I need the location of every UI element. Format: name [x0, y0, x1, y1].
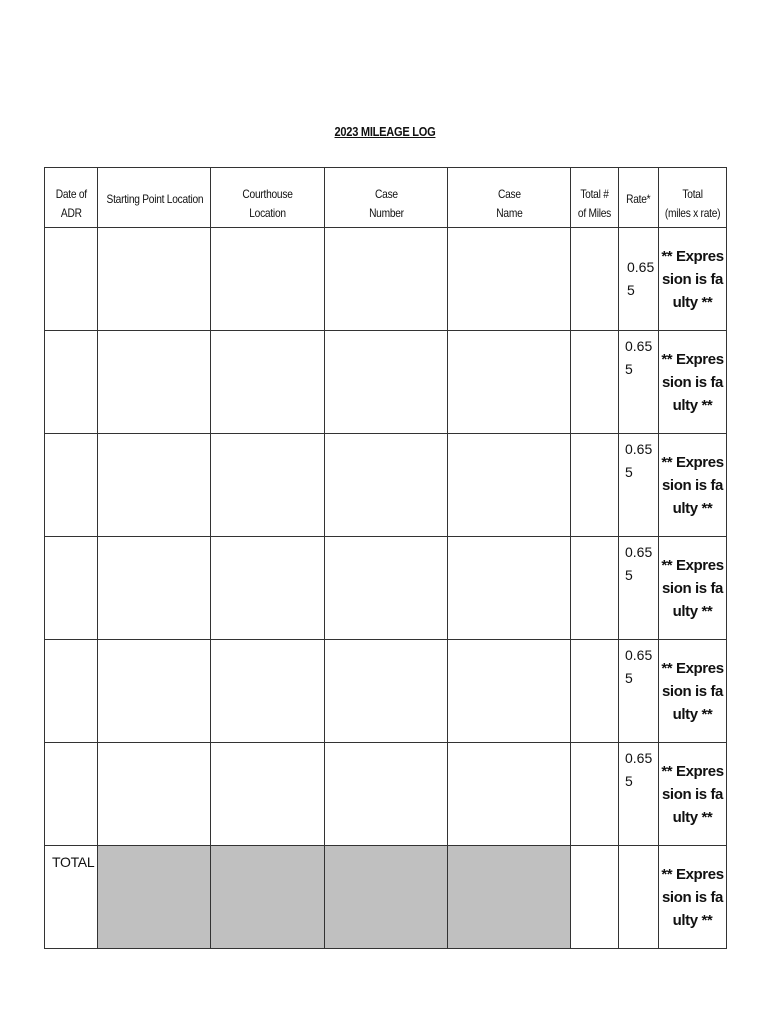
cell-case-name[interactable] [448, 228, 571, 331]
cell-date[interactable] [45, 331, 98, 434]
cell-date[interactable] [45, 743, 98, 846]
cell-rate: 0.655 [619, 640, 659, 743]
table-row [45, 228, 727, 331]
cell-rate: 0.655 [619, 331, 659, 434]
cell-courthouse[interactable] [211, 537, 325, 640]
total-label: TOTAL [45, 846, 98, 949]
cell-rate: 0.655 [619, 228, 659, 331]
cell-case-name[interactable] [448, 537, 571, 640]
cell-miles[interactable] [571, 228, 619, 331]
header-date-of-adr: Date of ADR [45, 168, 98, 228]
cell-starting-point[interactable] [98, 537, 211, 640]
cell-case-name[interactable] [448, 331, 571, 434]
total-miles-cell[interactable] [571, 846, 619, 949]
cell-rate: 0.655 [619, 434, 659, 537]
total-rate-cell [619, 846, 659, 949]
header-row [45, 168, 727, 228]
table-row [45, 434, 727, 537]
cell-starting-point[interactable] [98, 331, 211, 434]
cell-case-number[interactable] [325, 434, 448, 537]
mileage-log-table [44, 167, 727, 949]
cell-miles[interactable] [571, 537, 619, 640]
cell-courthouse[interactable] [211, 434, 325, 537]
shaded-cell [448, 846, 571, 949]
cell-case-name[interactable] [448, 640, 571, 743]
table-row [45, 537, 727, 640]
header-starting-point: Starting Point Location [98, 168, 211, 228]
cell-case-number[interactable] [325, 743, 448, 846]
cell-total: ** Expression is faulty ** [659, 640, 727, 743]
cell-total: ** Expression is faulty ** [659, 228, 727, 331]
cell-miles[interactable] [571, 434, 619, 537]
cell-miles[interactable] [571, 331, 619, 434]
header-total-miles: Total # of Miles [571, 168, 619, 228]
cell-case-name[interactable] [448, 434, 571, 537]
table-row [45, 743, 727, 846]
cell-case-number[interactable] [325, 228, 448, 331]
cell-courthouse[interactable] [211, 743, 325, 846]
header-case-name: Case Name [448, 168, 571, 228]
table-row [45, 640, 727, 743]
header-courthouse-location: Courthouse Location [211, 168, 325, 228]
cell-miles[interactable] [571, 743, 619, 846]
cell-case-number[interactable] [325, 640, 448, 743]
cell-courthouse[interactable] [211, 331, 325, 434]
shaded-cell [325, 846, 448, 949]
cell-total: ** Expression is faulty ** [659, 331, 727, 434]
cell-rate: 0.655 [619, 537, 659, 640]
cell-starting-point[interactable] [98, 640, 211, 743]
cell-miles[interactable] [571, 640, 619, 743]
header-total: Total (miles x rate) [659, 168, 727, 228]
shaded-cell [98, 846, 211, 949]
header-rate: Rate* [619, 168, 659, 228]
cell-starting-point[interactable] [98, 228, 211, 331]
total-row [45, 846, 727, 949]
cell-courthouse[interactable] [211, 228, 325, 331]
cell-rate: 0.655 [619, 743, 659, 846]
shaded-cell [211, 846, 325, 949]
cell-starting-point[interactable] [98, 434, 211, 537]
page-title: 2023 MILEAGE LOG [334, 124, 436, 139]
cell-total: ** Expression is faulty ** [659, 537, 727, 640]
cell-courthouse[interactable] [211, 640, 325, 743]
cell-starting-point[interactable] [98, 743, 211, 846]
cell-date[interactable] [45, 640, 98, 743]
cell-case-number[interactable] [325, 331, 448, 434]
grand-total-cell: ** Expression is faulty ** [659, 846, 727, 949]
cell-date[interactable] [45, 228, 98, 331]
cell-date[interactable] [45, 434, 98, 537]
header-case-number: Case Number [325, 168, 448, 228]
cell-case-name[interactable] [448, 743, 571, 846]
table-row [45, 331, 727, 434]
cell-total: ** Expression is faulty ** [659, 743, 727, 846]
cell-date[interactable] [45, 537, 98, 640]
cell-case-number[interactable] [325, 537, 448, 640]
cell-total: ** Expression is faulty ** [659, 434, 727, 537]
